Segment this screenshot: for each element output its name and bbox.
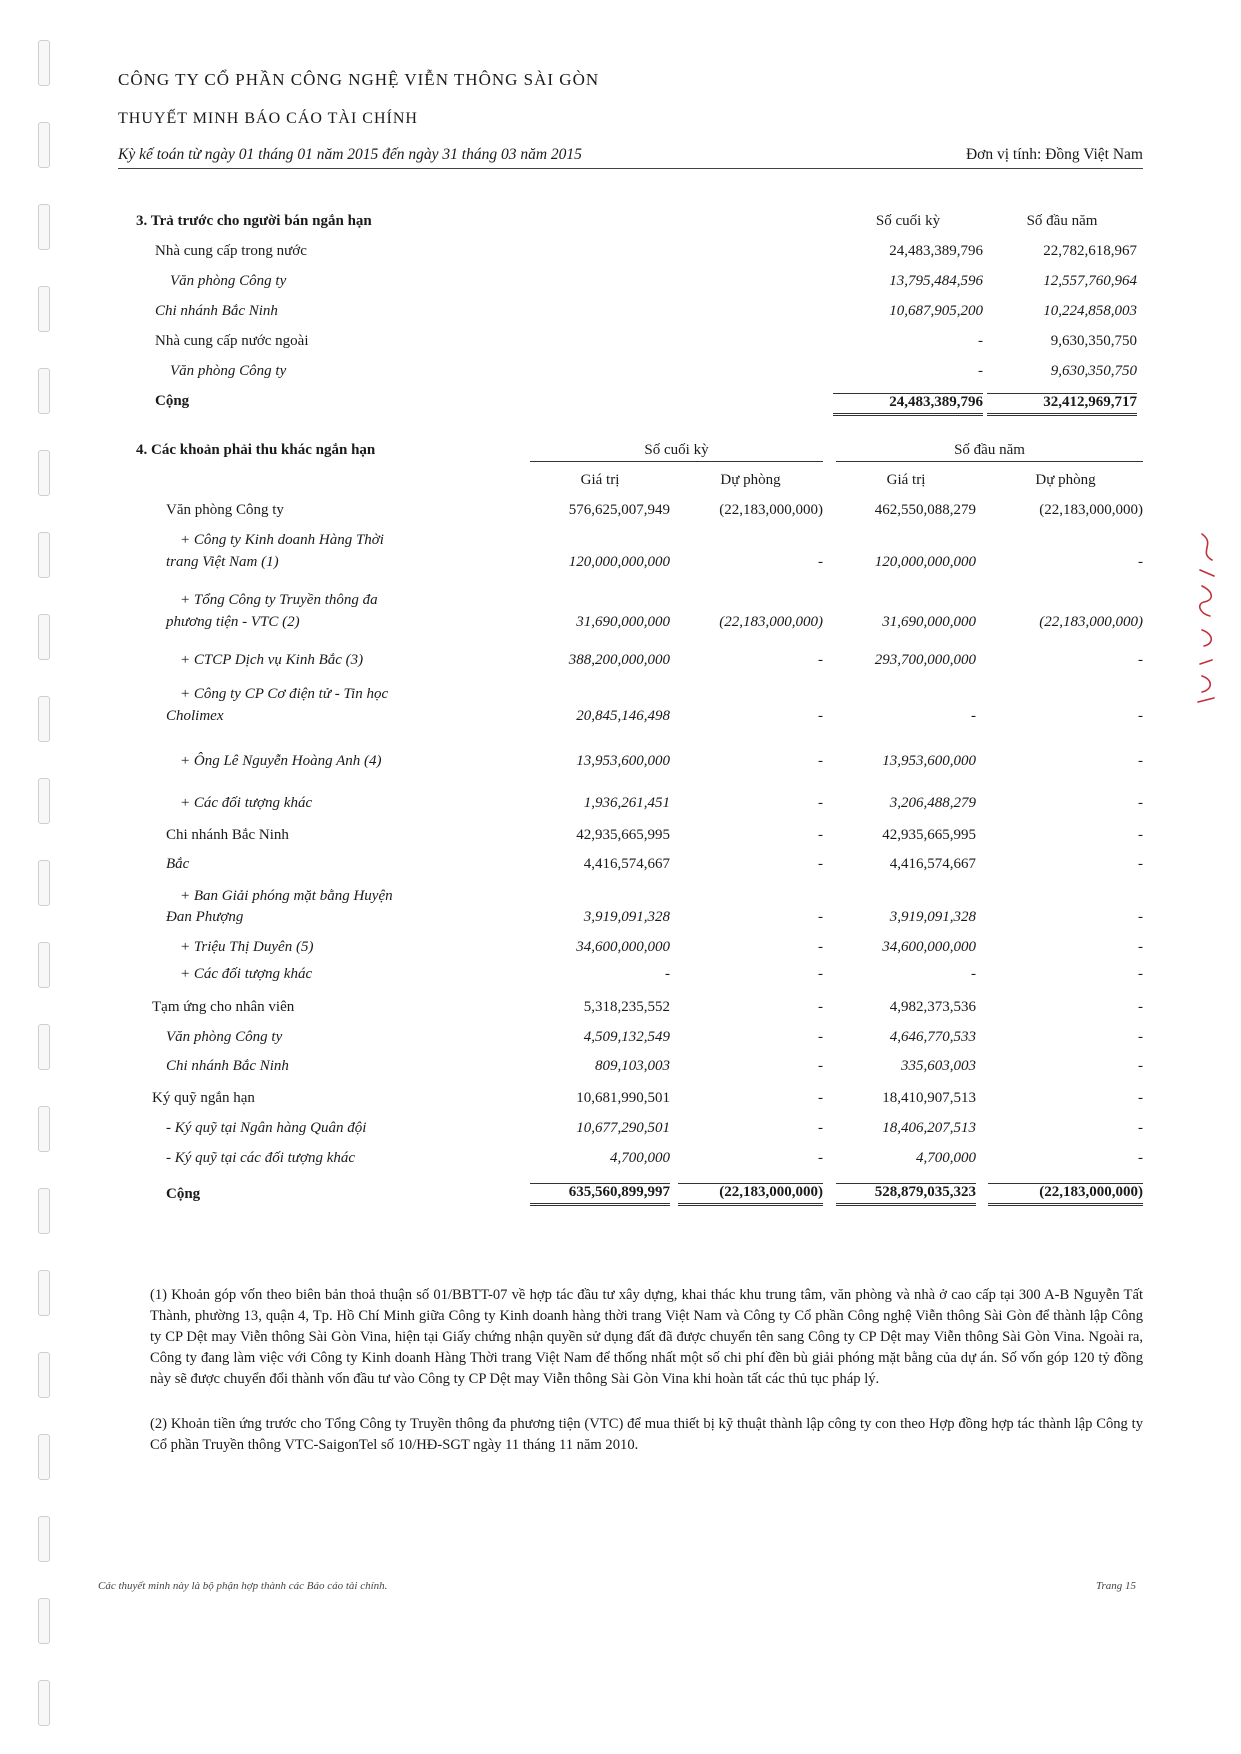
value-end: 42,935,665,995 <box>576 827 670 843</box>
row-label: + Công ty CP Cơ điện tử - Tin học <box>180 686 389 702</box>
value-begin: 3,206,488,279 <box>889 795 976 811</box>
table-row <box>118 497 1143 527</box>
row-label: Chi nhánh Bắc Ninh <box>166 827 289 843</box>
provision-end: - <box>818 554 823 570</box>
table-row <box>118 298 1143 328</box>
document-title: THUYẾT MINH BÁO CÁO TÀI CHÍNH <box>118 110 418 127</box>
provision-end: - <box>818 1090 823 1106</box>
table-row <box>118 1024 1143 1053</box>
table-row <box>118 587 1143 647</box>
footer-note: Các thuyết minh này là bộ phận hợp thành các Báo cáo tài chính. <box>98 1580 388 1592</box>
value-begin: - <box>971 708 976 724</box>
value-end: 10,687,905,200 <box>889 303 983 319</box>
provision-end: - <box>818 966 823 982</box>
table-row <box>118 527 1143 587</box>
value-begin: 31,690,000,000 <box>882 614 976 630</box>
provision-end: - <box>818 1058 823 1074</box>
table-row <box>118 883 1143 937</box>
table-row <box>118 994 1143 1024</box>
group-header-begin: Số đầu năm <box>954 442 1025 458</box>
value-begin: 9,630,350,750 <box>1050 363 1137 379</box>
currency-unit: Đơn vị tính: Đồng Việt Nam <box>965 146 1143 163</box>
value-begin: 42,935,665,995 <box>882 827 976 843</box>
provision-begin: - <box>1138 753 1143 769</box>
provision-begin: - <box>1138 827 1143 843</box>
total-provision-begin: (22,183,000,000) <box>988 1183 1143 1206</box>
note-1: (1) Khoản góp vốn theo biên bản thoả thuận số 01/BBTT-07 về hợp tác đầu tư xây dựng, khai thác khu trung tâm, văn phòng và nhà ở cao cấp tại 300 A-B Nguyễn Tất Thành, phường 13, quận 4, Tp. Hồ Chí Minh giữa Công ty Kinh doanh hàng thời trang Việt Nam và Công ty Cổ phần Công nghệ Viễn thông Sài Gòn để thành lập Công ty CP Dệt may Viễn thông Sài Gòn Vina, hiện tại Giấy chứng nhận quyền sử dụng đất đã được chuyển tên sang Công ty CP Dệt may Viễn thông Sài Gòn Vina. Ngoài ra, Công ty đang làm việc với Công ty Kinh doanh Hàng Thời trang Việt Nam để thống nhất một số chi phí đền bù giải phóng mặt bằng của dự án. Số vốn góp 120 tỷ đồng này sẽ được chuyển đổi thành vốn đầu tư vào Công ty CP Dệt may Viễn thông Sài Gòn Vina khi hoàn tất các thủ tục pháp lý. <box>150 1287 1143 1387</box>
subheader-value-begin: Giá trị <box>886 472 926 488</box>
value-end: 4,509,132,549 <box>583 1029 670 1045</box>
table-row <box>118 647 1143 681</box>
value-end: 4,700,000 <box>610 1150 670 1166</box>
row-label: Văn phòng Công ty <box>166 1029 283 1045</box>
total-row <box>118 388 1143 418</box>
value-begin: 4,700,000 <box>916 1150 976 1166</box>
provision-end: - <box>818 795 823 811</box>
table-row <box>118 358 1143 388</box>
value-end: 576,625,007,949 <box>568 502 670 518</box>
value-begin: 12,557,760,964 <box>1043 273 1137 289</box>
value-begin: 18,410,907,513 <box>882 1090 976 1106</box>
row-label-continued: Đan Phượng <box>166 909 244 925</box>
notes <box>150 1285 1143 1480</box>
provision-begin: - <box>1138 1150 1143 1166</box>
provision-begin: (22,183,000,000) <box>1039 502 1143 518</box>
row-label: Chi nhánh Bắc Ninh <box>166 1058 289 1074</box>
row-label: Nhà cung cấp trong nước <box>155 243 307 259</box>
provision-begin: - <box>1138 1090 1143 1106</box>
row-label: Nhà cung cấp nước ngoài <box>155 333 309 349</box>
provision-begin: - <box>1138 554 1143 570</box>
section-title: 4. Các khoản phải thu khác ngắn hạn <box>136 442 376 458</box>
total-label: Cộng <box>166 1186 201 1202</box>
total-begin: 32,412,969,717 <box>987 393 1137 416</box>
row-label: + Ông Lê Nguyễn Hoàng Anh (4) <box>180 753 382 769</box>
group-rule-end <box>530 461 823 462</box>
subheader-provision-end: Dự phòng <box>720 472 781 488</box>
column-header-end: Số cuối kỳ <box>875 213 941 229</box>
provision-begin: - <box>1138 1029 1143 1045</box>
row-label-continued: Cholimex <box>166 708 224 724</box>
handwritten-margin-mark <box>1189 530 1220 710</box>
row-label: + Các đối tượng khác <box>180 966 313 982</box>
company-name: CÔNG TY CỔ PHẦN CÔNG NGHỆ VIỄN THÔNG SÀI GÒN <box>118 70 600 89</box>
row-label: + Tổng Công ty Truyền thông đa <box>180 592 378 608</box>
value-end: 120,000,000,000 <box>568 554 670 570</box>
value-end: 13,795,484,596 <box>889 273 983 289</box>
row-label: - Ký quỹ tại Ngân hàng Quân đội <box>166 1120 367 1136</box>
row-label: Văn phòng Công ty <box>170 363 287 379</box>
group-rule-begin <box>836 461 1143 462</box>
table-row <box>118 238 1143 268</box>
value-end: 809,103,003 <box>595 1058 670 1074</box>
value-end: 4,416,574,667 <box>583 856 670 872</box>
handwritten-scribble-icon <box>1194 530 1220 710</box>
value-begin: 293,700,000,000 <box>874 652 976 668</box>
provision-begin: - <box>1138 999 1143 1015</box>
provision-end: - <box>818 827 823 843</box>
total-value-end: 635,560,899,997 <box>530 1183 670 1206</box>
provision-end: - <box>818 708 823 724</box>
table-row <box>118 787 1143 822</box>
column-header-begin: Số đầu năm <box>1026 213 1098 229</box>
table-row <box>118 1145 1143 1179</box>
value-begin: 13,953,600,000 <box>882 753 976 769</box>
value-begin: 22,782,618,967 <box>1043 243 1137 259</box>
value-begin: 120,000,000,000 <box>874 554 976 570</box>
row-label-continued: trang Việt Nam (1) <box>166 554 279 570</box>
period-row <box>118 146 1143 169</box>
subheader-provision-begin: Dự phòng <box>1035 472 1096 488</box>
value-begin: 4,982,373,536 <box>889 999 976 1015</box>
row-label: + Ban Giải phóng mặt bằng Huyện <box>180 888 393 904</box>
value-end: 34,600,000,000 <box>576 939 670 955</box>
group-header-end: Số cuối kỳ <box>644 442 709 458</box>
value-end: 20,845,146,498 <box>576 708 670 724</box>
value-begin: 3,919,091,328 <box>889 909 976 925</box>
value-end: 1,936,261,451 <box>583 795 670 811</box>
provision-end: - <box>818 1029 823 1045</box>
provision-begin: - <box>1138 856 1143 872</box>
value-end: 5,318,235,552 <box>583 999 670 1015</box>
row-label: + Các đối tượng khác <box>180 795 313 811</box>
provision-end: - <box>818 1150 823 1166</box>
document-header <box>118 70 1143 169</box>
value-end: 10,681,990,501 <box>576 1090 670 1106</box>
table-row <box>118 1085 1143 1115</box>
row-label-continued: phương tiện - VTC (2) <box>166 614 300 630</box>
value-end: 13,953,600,000 <box>576 753 670 769</box>
total-end: 24,483,389,796 <box>833 393 983 416</box>
provision-end: - <box>818 652 823 668</box>
value-end: 388,200,000,000 <box>568 652 670 668</box>
table-row <box>118 851 1143 883</box>
provision-begin: - <box>1138 1120 1143 1136</box>
row-label: + Triệu Thị Duyên (5) <box>180 939 314 955</box>
total-label: Cộng <box>155 393 190 409</box>
provision-end: (22,183,000,000) <box>719 614 823 630</box>
provision-begin: - <box>1138 795 1143 811</box>
row-label: Ký quỹ ngắn hạn <box>152 1090 255 1106</box>
provision-end: - <box>818 909 823 925</box>
row-label: Chi nhánh Bắc Ninh <box>155 303 278 319</box>
value-begin: 34,600,000,000 <box>882 939 976 955</box>
provision-end: - <box>818 753 823 769</box>
table-row <box>118 328 1143 358</box>
value-end: 3,919,091,328 <box>583 909 670 925</box>
provision-begin: - <box>1138 1058 1143 1074</box>
page-number: Trang 15 <box>1095 1580 1136 1592</box>
row-label: + CTCP Dịch vụ Kinh Bắc (3) <box>180 652 364 668</box>
table-row <box>118 937 1143 964</box>
note-2: (2) Khoản tiền ứng trước cho Tổng Công ty Truyền thông đa phương tiện (VTC) để mua thiết bị kỹ thuật thành lập công ty con theo Hợp đồng hợp tác thành lập Công ty Cổ phần Truyền thông VTC-SaigonTel số 10/HĐ-SGT ngày 11 tháng 11 năm 2010. <box>150 1416 1143 1453</box>
row-label: Tạm ứng cho nhân viên <box>152 999 295 1015</box>
row-label: - Ký quỹ tại các đối tượng khác <box>166 1150 356 1166</box>
value-end: 31,690,000,000 <box>576 614 670 630</box>
section-prepayments <box>118 208 1143 418</box>
table-row <box>118 1053 1143 1085</box>
provision-end: - <box>818 999 823 1015</box>
provision-begin: - <box>1138 652 1143 668</box>
page-footer <box>98 1580 1136 1592</box>
row-label: Văn phòng Công ty <box>170 273 287 289</box>
provision-end: (22,183,000,000) <box>719 502 823 518</box>
row-label: Văn phòng Công ty <box>166 502 284 518</box>
value-begin: 462,550,088,279 <box>874 502 976 518</box>
value-begin: - <box>971 966 976 982</box>
provision-begin: (22,183,000,000) <box>1039 614 1143 630</box>
binder-holes <box>28 30 54 1750</box>
value-begin: 9,630,350,750 <box>1050 333 1137 349</box>
subheader-value-end: Giá trị <box>580 472 620 488</box>
value-begin: 335,603,003 <box>901 1058 976 1074</box>
table-row <box>118 964 1143 994</box>
value-end: - <box>978 363 983 379</box>
table-row <box>118 822 1143 851</box>
section-title: 3. Trả trước cho người bán ngắn hạn <box>136 213 372 229</box>
total-provision-end: (22,183,000,000) <box>678 1183 823 1206</box>
table-row <box>118 1115 1143 1145</box>
table-row <box>118 741 1143 787</box>
value-begin: 4,646,770,533 <box>889 1029 976 1045</box>
provision-end: - <box>818 1120 823 1136</box>
value-begin: 10,224,858,003 <box>1043 303 1137 319</box>
value-end: - <box>665 966 670 982</box>
provision-end: - <box>818 939 823 955</box>
provision-begin: - <box>1138 966 1143 982</box>
table-row <box>118 681 1143 741</box>
row-label: + Công ty Kinh doanh Hàng Thời <box>180 532 384 548</box>
value-begin: 4,416,574,667 <box>889 856 976 872</box>
section-other-receivables <box>118 437 1143 1213</box>
provision-begin: - <box>1138 939 1143 955</box>
provision-begin: - <box>1138 909 1143 925</box>
row-label: Bắc <box>166 856 190 872</box>
value-end: 24,483,389,796 <box>889 243 983 259</box>
value-begin: 18,406,207,513 <box>882 1120 976 1136</box>
value-end: - <box>978 333 983 349</box>
total-value-begin: 528,879,035,323 <box>836 1183 976 1206</box>
total-row <box>118 1179 1143 1213</box>
provision-end: - <box>818 856 823 872</box>
table-row <box>118 268 1143 298</box>
value-end: 10,677,290,501 <box>576 1120 670 1136</box>
provision-begin: - <box>1138 708 1143 724</box>
reporting-period: Kỳ kế toán từ ngày 01 tháng 01 năm 2015 đến ngày 31 tháng 03 năm 2015 <box>118 146 582 163</box>
